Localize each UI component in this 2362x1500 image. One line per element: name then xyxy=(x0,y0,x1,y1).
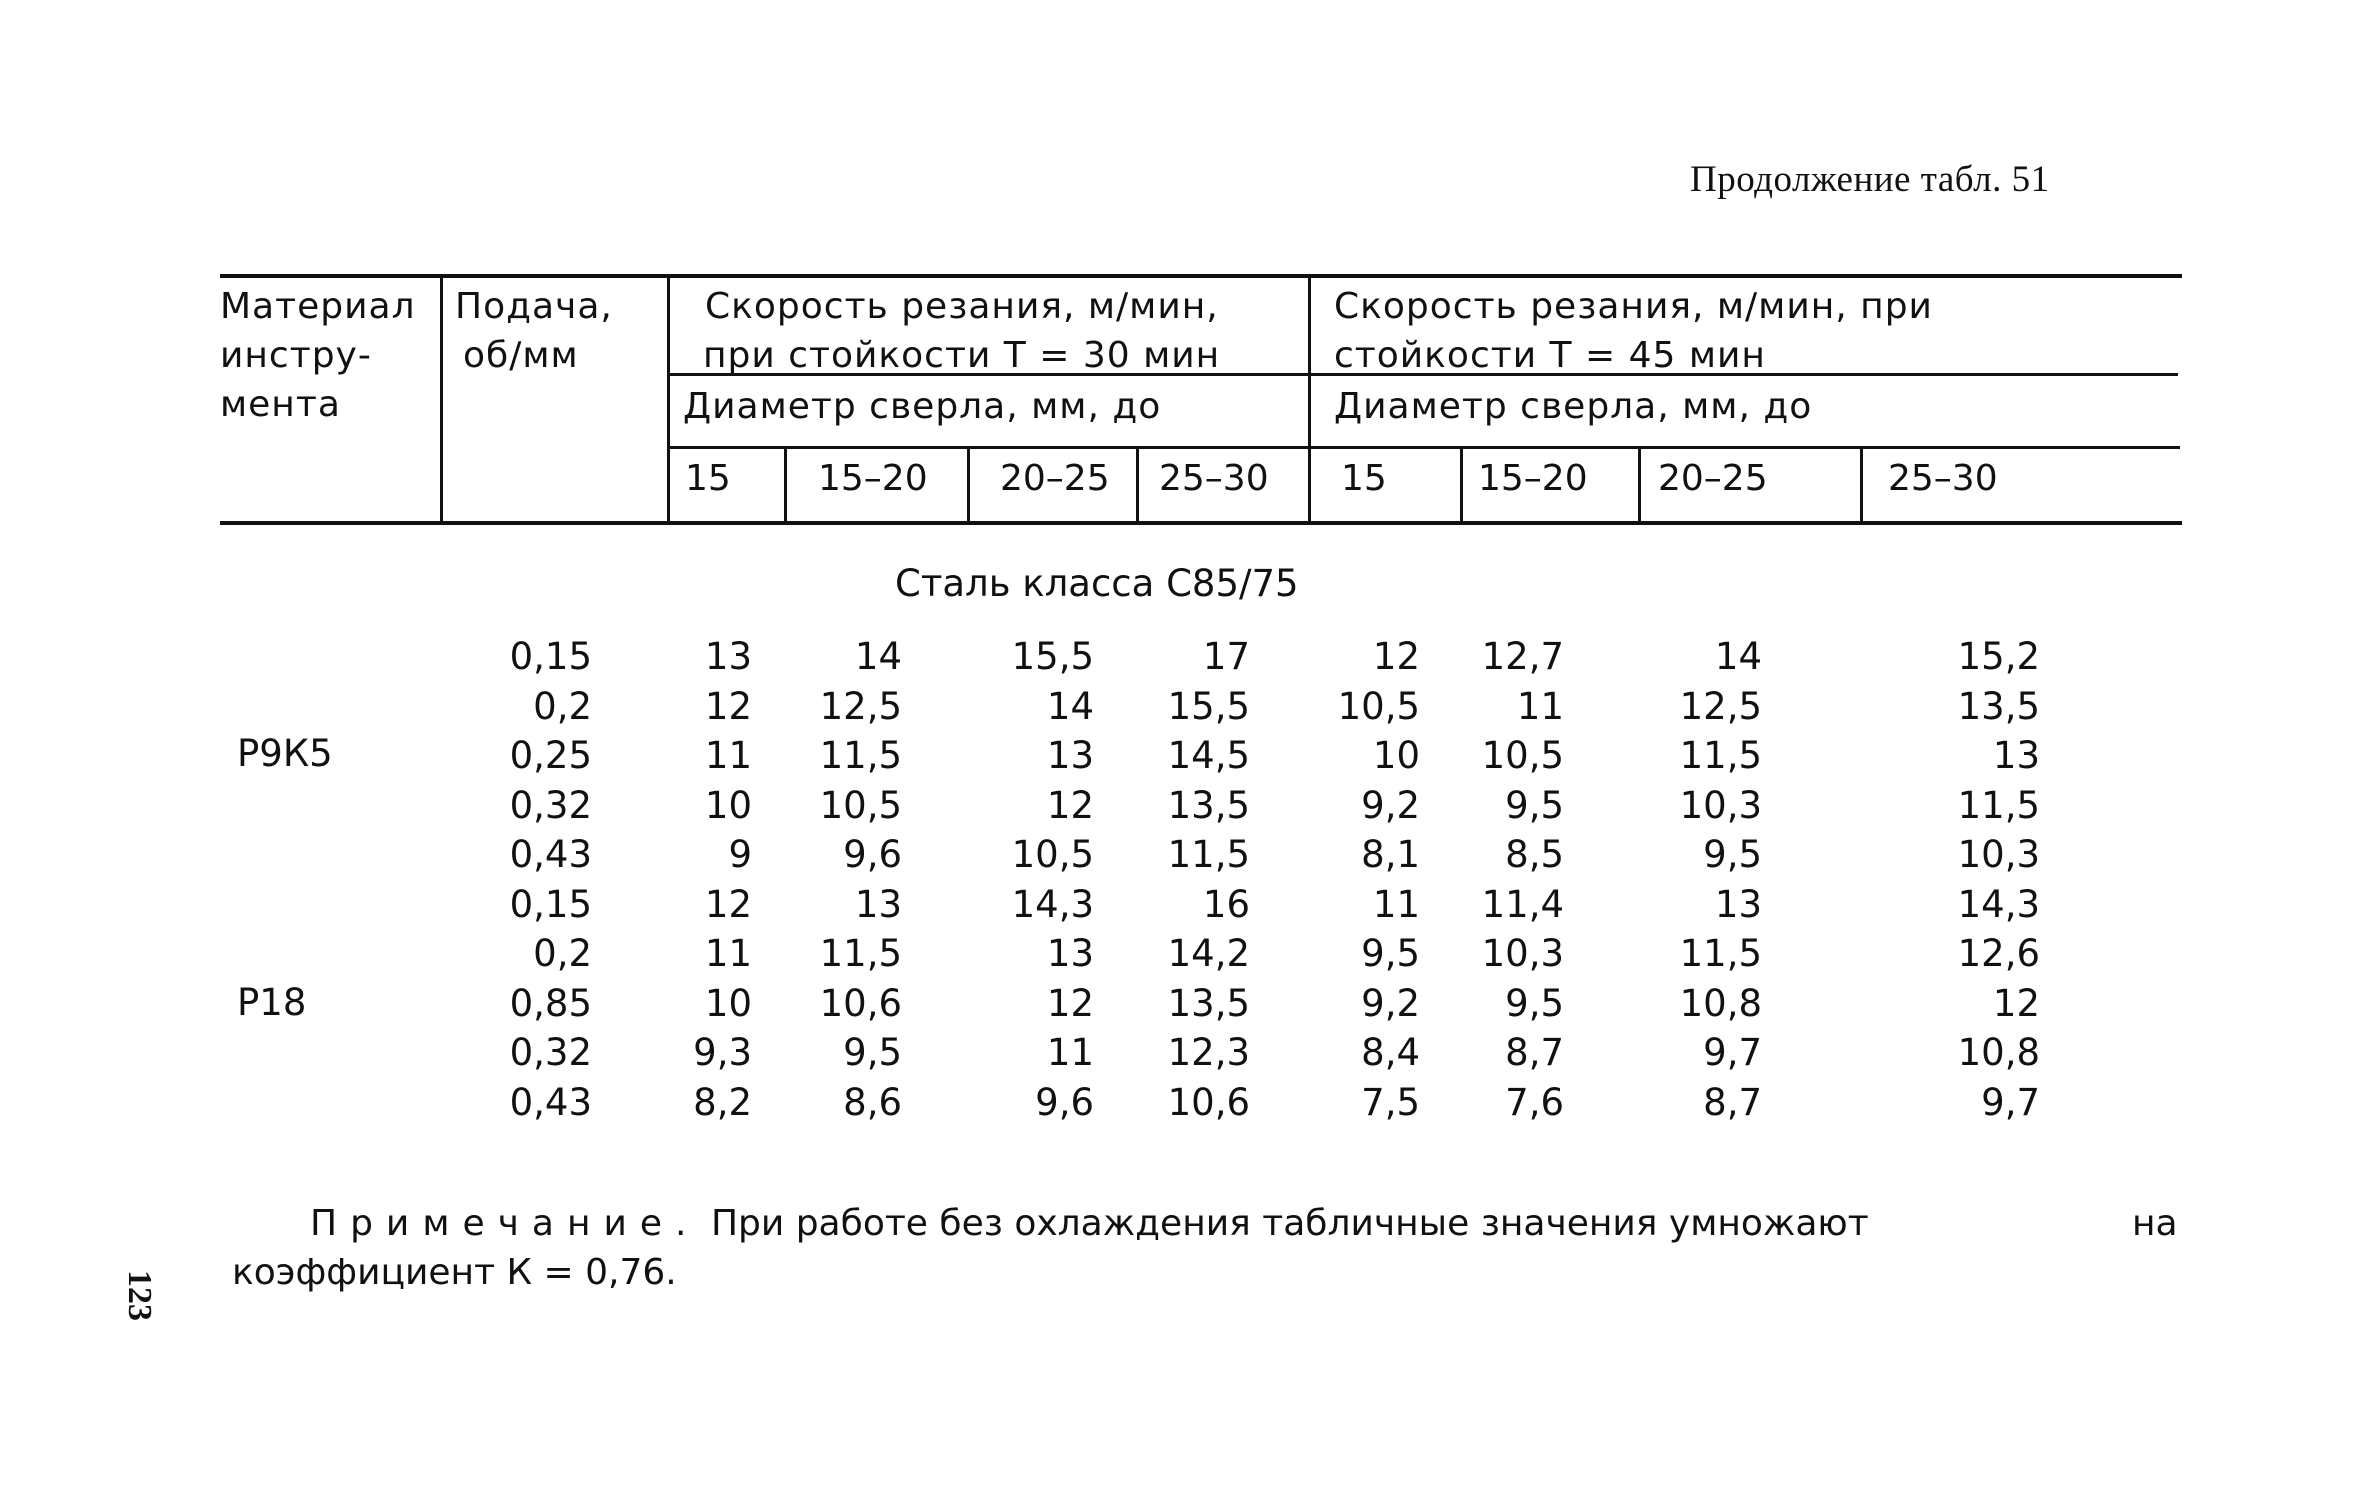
speed-cell: 8,1 xyxy=(1361,833,1420,876)
speed-cell: 10,3 xyxy=(1957,833,2040,876)
speed-cell: 8,7 xyxy=(1703,1080,1762,1124)
page-number: 123 xyxy=(121,1270,158,1321)
speed-cell: 9,5 xyxy=(1505,783,1564,827)
speed-cell: 13 xyxy=(854,882,902,926)
feed-cell: 0,85 xyxy=(509,981,592,1025)
speed-cell: 9,2 xyxy=(1361,783,1420,827)
speed-cell: 8,6 xyxy=(843,1080,902,1124)
speed-cell: 8,2 xyxy=(693,1080,752,1124)
speed-cell: 17 xyxy=(1202,635,1250,678)
material-label: Р18 xyxy=(237,981,307,1024)
speed-cell: 8,4 xyxy=(1361,1031,1420,1074)
feed-cell: 0,32 xyxy=(509,1031,592,1074)
speed-cell: 12 xyxy=(1046,783,1094,827)
speed-cell: 10,5 xyxy=(819,783,902,827)
speed-cell: 9 xyxy=(728,833,752,876)
note-tail: на xyxy=(2132,1203,2178,1244)
header-feed-line-2: об/мм xyxy=(463,335,579,376)
subcol-divider-3 xyxy=(1136,446,1139,524)
feed-cell: 0,25 xyxy=(509,734,592,777)
speed-cell: 9,5 xyxy=(843,1031,902,1074)
header-divider-2 xyxy=(667,274,670,524)
speed-cell: 10 xyxy=(704,783,752,827)
speed-cell: 11,5 xyxy=(1167,833,1250,876)
speed-cell: 12,7 xyxy=(1481,635,1564,678)
col-header-6: 15–20 xyxy=(1478,458,1588,499)
speed-cell: 13 xyxy=(1992,734,2040,777)
table-top-rule xyxy=(220,274,2182,278)
speed-cell: 10,6 xyxy=(819,981,902,1025)
speed-cell: 13 xyxy=(1046,932,1094,975)
speed-cell: 12,3 xyxy=(1167,1031,1250,1074)
speed-cell: 12,5 xyxy=(1679,684,1762,728)
speed-cell: 13 xyxy=(1714,882,1762,926)
subcol-divider-6 xyxy=(1860,446,1863,524)
speed-cell: 14,5 xyxy=(1167,734,1250,777)
speed-cell: 14 xyxy=(1046,684,1094,728)
speed-cell: 9,5 xyxy=(1505,981,1564,1025)
speed-cell: 13,5 xyxy=(1167,981,1250,1025)
speed-cell: 12 xyxy=(1992,981,2040,1025)
note-label: Примечание. xyxy=(310,1203,700,1244)
speed-cell: 11 xyxy=(1046,1031,1094,1074)
header-material-line-1: Материал xyxy=(220,286,416,327)
diameter-header-rule xyxy=(668,446,2180,449)
speed-cell: 9,6 xyxy=(843,833,902,876)
speed-cell: 12,6 xyxy=(1957,932,2040,975)
speed-cell: 11 xyxy=(1516,684,1564,728)
speed-cell: 15,2 xyxy=(1957,635,2040,678)
material-label: Р9К5 xyxy=(237,732,333,775)
header-diameter-1: Диаметр сверла, мм, до xyxy=(683,386,1162,427)
speed-cell: 15,5 xyxy=(1011,635,1094,678)
speed-cell: 10,8 xyxy=(1957,1031,2040,1074)
feed-cell: 0,15 xyxy=(509,882,592,926)
speed-cell: 15,5 xyxy=(1167,684,1250,728)
speed-cell: 9,6 xyxy=(1035,1080,1094,1124)
speed-cell: 9,5 xyxy=(1361,932,1420,975)
header-group2-line-2: стойкости Т = 45 мин xyxy=(1334,335,1766,376)
speed-cell: 10,5 xyxy=(1011,833,1094,876)
speed-cell: 10 xyxy=(1372,734,1420,777)
col-header-1: 15 xyxy=(685,458,731,499)
header-material-line-2: инстру- xyxy=(220,335,372,376)
section-title: Сталь класса С85/75 xyxy=(895,562,1299,605)
speed-cell: 13,5 xyxy=(1957,684,2040,728)
speed-cell: 11 xyxy=(704,932,752,975)
speed-cell: 11,4 xyxy=(1481,882,1564,926)
speed-cell: 11 xyxy=(1372,882,1420,926)
subcol-divider-5 xyxy=(1638,446,1641,524)
subcol-divider-2 xyxy=(967,446,970,524)
col-header-7: 20–25 xyxy=(1658,458,1768,499)
feed-cell: 0,15 xyxy=(509,635,592,678)
speed-cell: 8,7 xyxy=(1505,1031,1564,1074)
speed-cell: 12 xyxy=(1372,635,1420,678)
speed-cell: 13 xyxy=(704,635,752,678)
feed-cell: 0,43 xyxy=(509,1080,592,1124)
continuation-label: Продолжение табл. 51 xyxy=(1690,159,2050,200)
col-header-8: 25–30 xyxy=(1888,458,1998,499)
table-header-bottom-rule xyxy=(220,521,2182,525)
speed-cell: 8,5 xyxy=(1505,833,1564,876)
header-divider-1 xyxy=(440,274,443,524)
feed-cell: 0,2 xyxy=(533,932,592,975)
speed-cell: 9,3 xyxy=(693,1031,752,1074)
col-header-5: 15 xyxy=(1341,458,1387,499)
speed-cell: 12,5 xyxy=(819,684,902,728)
speed-cell: 11,5 xyxy=(1957,783,2040,827)
speed-cell: 11 xyxy=(704,734,752,777)
speed-cell: 9,2 xyxy=(1361,981,1420,1025)
speed-cell: 11,5 xyxy=(819,932,902,975)
note-line-1 xyxy=(310,1203,1869,1244)
speed-cell: 14,3 xyxy=(1011,882,1094,926)
speed-cell: 12 xyxy=(704,882,752,926)
speed-cell: 10,6 xyxy=(1167,1080,1250,1124)
col-header-4: 25–30 xyxy=(1159,458,1269,499)
speed-cell: 10,5 xyxy=(1337,684,1420,728)
subcol-divider-1 xyxy=(784,446,787,524)
speed-cell: 9,7 xyxy=(1703,1031,1762,1074)
subcol-divider-4 xyxy=(1460,446,1463,524)
header-group1-line-2: при стойкости Т = 30 мин xyxy=(703,335,1221,376)
speed-cell: 14 xyxy=(1714,635,1762,678)
feed-cell: 0,43 xyxy=(509,833,592,876)
speed-cell: 11,5 xyxy=(1679,932,1762,975)
speed-cell: 12 xyxy=(704,684,752,728)
header-diameter-2: Диаметр сверла, мм, до xyxy=(1334,386,1813,427)
speed-cell: 10 xyxy=(704,981,752,1025)
note-text: При работе без охлаждения табличные значения умножают xyxy=(710,1203,1869,1244)
header-divider-3 xyxy=(1308,274,1311,524)
speed-cell: 9,5 xyxy=(1703,833,1762,876)
speed-cell: 10,3 xyxy=(1679,783,1762,827)
speed-cell: 13 xyxy=(1046,734,1094,777)
col-header-3: 20–25 xyxy=(1000,458,1110,499)
speed-cell: 10,3 xyxy=(1481,932,1564,975)
speed-cell: 7,5 xyxy=(1361,1080,1420,1124)
speed-cell: 16 xyxy=(1202,882,1250,926)
speed-cell: 13,5 xyxy=(1167,783,1250,827)
speed-cell: 11,5 xyxy=(819,734,902,777)
speed-cell: 10,5 xyxy=(1481,734,1564,777)
speed-cell: 9,7 xyxy=(1981,1080,2040,1124)
header-group1-line-1: Скорость резания, м/мин, xyxy=(705,286,1219,327)
note-line-2: коэффициент К = 0,76. xyxy=(232,1252,677,1293)
feed-cell: 0,2 xyxy=(533,684,592,728)
speed-cell: 10,8 xyxy=(1679,981,1762,1025)
col-header-2: 15–20 xyxy=(818,458,928,499)
header-feed-line-1: Подача, xyxy=(455,286,613,327)
speed-cell: 14,3 xyxy=(1957,882,2040,926)
speed-cell: 14 xyxy=(854,635,902,678)
header-material-line-3: мента xyxy=(220,384,341,425)
speed-cell: 11,5 xyxy=(1679,734,1762,777)
speed-cell: 7,6 xyxy=(1505,1080,1564,1124)
speed-cell: 14,2 xyxy=(1167,932,1250,975)
feed-cell: 0,32 xyxy=(509,783,592,827)
header-group2-line-1: Скорость резания, м/мин, при xyxy=(1334,286,1933,327)
speed-cell: 12 xyxy=(1046,981,1094,1025)
